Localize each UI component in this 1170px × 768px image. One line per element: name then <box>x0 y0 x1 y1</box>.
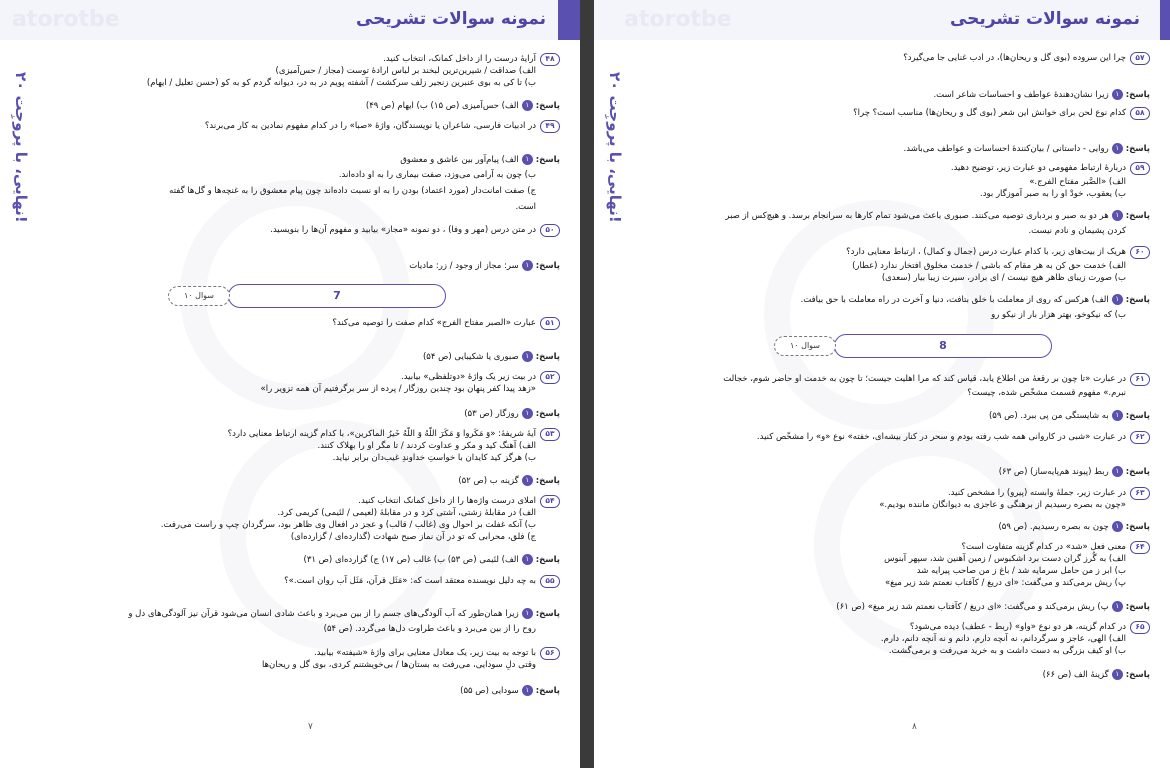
right-page <box>594 0 1170 768</box>
answer-text: هر دو به صبر و بردباری توصیه می‌کنند. صبوری باعث می‌شود تمام کارها به سرانجام برسد. و هیچ‌کس از صبر <box>725 211 1109 221</box>
answer-marker-icon: ۱ <box>522 260 533 271</box>
answer-text: الف) حس‌آمیزی (ص ۱۵) ب) ایهام (ص ۴۹) <box>365 101 519 111</box>
answer-marker-icon: ۱ <box>522 408 533 419</box>
body-line: ب) که نیکوخو، بهتر هزار بار از نیکو رو <box>991 310 1126 320</box>
answer-line <box>458 475 560 487</box>
answer-line <box>366 100 560 112</box>
answer-label: پاسخ: <box>535 686 560 696</box>
answer-marker-icon: ۱ <box>1112 410 1123 421</box>
question-text: دربارهٔ ارتباط مفهومی دو عبارت زیر، توضیح دهید. <box>950 163 1126 173</box>
answer-text: الف) لئیمی (ص ۵۳) ب) غالب (ص ۱۷) ج) گزارده‌ای (ص ۳۱) <box>303 555 519 565</box>
question-number: ۵۰ <box>540 224 560 237</box>
question-count-badge: ۱۰ سوال <box>774 336 836 356</box>
answer-text: گزینه ب (ص ۵۲) <box>458 476 519 486</box>
body-line: ب) چون به آرامی می‌وزد، صفت بیماری را به او داده‌اند. <box>338 170 536 180</box>
answer-line <box>464 408 560 420</box>
answer-text: زیرا همان‌طور که آب آلودگی‌های جسم را از بین می‌برد و باعث شادی انسان می‌شود قرآن نیز آلودگی‌های دل و <box>128 609 519 619</box>
question-number: ۵۸ <box>1130 107 1150 120</box>
page-header <box>0 0 580 40</box>
answer-line <box>933 89 1150 101</box>
body-line: کردن پشیمان و نادم نیست. <box>1028 226 1126 236</box>
question-number: ۵۳ <box>540 428 560 441</box>
answer-label: پاسخ: <box>535 261 560 271</box>
body-line: ج) صفت امانت‌دار (مورد اعتماد) بودن را به او نسبت داده‌اند چون پیام معشوق را به غنچه‌ها و گل‌ها گفته <box>169 186 536 196</box>
answer-marker-icon: ۱ <box>522 554 533 565</box>
side-tagline: ۲۰ نهایی، با پروجِت! <box>12 72 30 223</box>
answer-label: پاسخ: <box>1125 411 1150 421</box>
question-text: در عبارت «تا چون بر رقعهٔ من اطلاع یابد، قیاس کند که مرا اهلیت جیست؛ تا چون به خدمت او حاضر شوم، خجالت <box>723 374 1126 384</box>
body-line: الف) الهی، عاجز و سرگردانم، نه آنچه دارم، دانم و نه آنچه دانم، دارم. <box>880 634 1126 644</box>
answer-marker-icon: ۱ <box>522 608 533 619</box>
brand-watermark: atorotbe <box>624 7 732 32</box>
body-line: الف) در مقابلهٔ زشتی، آشتی کرد و در مقابلهٔ (لعیمی / لئیمی) کریمی کرد. <box>277 508 536 518</box>
answer-label: پاسخ: <box>535 609 560 619</box>
question-text: آیهٔ شریفهٔ: «وَ مَکَروا وَ مَکَرَ اللّهُ وَ اللّهُ خَیرُ الماکرین»، با کدام گزینه ارتباط معنایی دارد؟ <box>227 429 536 439</box>
answer-line <box>836 601 1150 613</box>
answer-line <box>409 260 560 272</box>
answer-text: روایی - داستانی / بیان‌کنندهٔ احساسات و عواطف می‌باشد. <box>903 144 1109 154</box>
question-number: ۵۴ <box>540 495 560 508</box>
answer-label: پاسخ: <box>535 101 560 111</box>
answer-line <box>989 410 1150 422</box>
answer-marker-icon: ۱ <box>1112 521 1123 532</box>
watermark-logo <box>764 200 994 430</box>
answer-marker-icon: ۱ <box>1112 294 1123 305</box>
question-number: ۶۰ <box>1130 246 1150 259</box>
question-text: معنی فعل «شد» در کدام گزینه متفاوت است؟ <box>961 542 1126 552</box>
answer-line <box>128 608 560 620</box>
answer-marker-icon: ۱ <box>522 475 533 486</box>
answer-marker-icon: ۱ <box>522 100 533 111</box>
answer-label: پاسخ: <box>1125 467 1150 477</box>
answer-line <box>460 685 560 697</box>
answer-label: پاسخ: <box>535 476 560 486</box>
header-title: نمونه سوالات تشریحی <box>355 9 546 29</box>
question-text: در ادبیات فارسی، شاعران یا نویسندگان، واژهٔ «صبا» را در کدام مفهوم نمادین به کار می‌برند؟ <box>204 121 536 131</box>
question-number: ۶۴ <box>1130 541 1150 554</box>
body-line: ب) آنکه غفلت بر احوال وی (غالب / قالب) و عجز در افعال وی ظاهر بود، سرگردان چپ و راست می‌رفت. <box>160 520 536 530</box>
answer-line <box>999 466 1150 478</box>
answer-line <box>303 554 560 566</box>
answer-text: سر: مجاز از وجود / زر: مادیات <box>409 261 519 271</box>
question-number: ۵۱ <box>540 317 560 330</box>
answer-text: پ) ریش برمی‌کند و می‌گفت: «ای دریغ / کآفتاب نعمتم شد زیر میغ» (ص ۶۱) <box>836 602 1109 612</box>
header-accent <box>1160 0 1170 40</box>
body-line: الف) خدمت حق کن به هر مقام که باشی / خدمت مخلوق افتخار ندارد (عطار) <box>852 261 1126 271</box>
header-title: نمونه سوالات تشریحی <box>949 9 1140 29</box>
section-divider <box>0 284 580 308</box>
body-line: ب) صورت زیبای ظاهر هیچ نیست / ای برادر، سیرت زیبا بیار (سعدی) <box>881 273 1126 283</box>
answer-marker-icon: ۱ <box>1112 601 1123 612</box>
question-number: ۶۳ <box>1130 487 1150 500</box>
page-number: ۸ <box>912 722 917 732</box>
question-text: در عبارت زیر، جملهٔ وابسته (پیرو) را مشخص کنید. <box>947 488 1126 498</box>
question-number: ۵۶ <box>540 647 560 660</box>
body-line: الف) «الصَّبر مفتاح الفرج.» <box>1029 177 1126 187</box>
body-line: ب) یعقوب، خودْ او را به صبر آموزگار بود. <box>980 189 1126 199</box>
answer-text: سودایی (ص ۵۵) <box>460 686 519 696</box>
body-line: ب) ابر ز من حامل سرمایه شد / باغ ز من صاحب پیرایه شد <box>916 566 1126 576</box>
answer-line <box>998 521 1150 533</box>
section-number: 7 <box>333 289 341 302</box>
answer-line <box>1043 669 1150 681</box>
question-number: ۶۵ <box>1130 621 1150 634</box>
answer-label: پاسخ: <box>535 352 560 362</box>
answer-text: به شایستگی من پی ببرد. (ص ۵۹) <box>988 411 1109 421</box>
section-number-bar <box>228 284 446 308</box>
question-number: ۶۱ <box>1130 373 1150 386</box>
header-accent <box>558 0 580 40</box>
answer-line <box>400 154 560 166</box>
answer-marker-icon: ۱ <box>522 154 533 165</box>
answer-label: پاسخ: <box>1125 522 1150 532</box>
question-text: در متن درس (مهر و وفا) ، دو نمونه «مجاز» بیابید و مفهوم آن‌ها را بنویسید. <box>270 225 536 235</box>
question-text: کدام نوع لحن برای خوانش این شعر (بوی گل و ریحان‌ها) مناسب است؟ چرا؟ <box>853 108 1126 118</box>
body-line: «چون به بصره رسیدیم از برهنگی و عاجزی به دیوانگان ماننده بودیم.» <box>879 500 1126 510</box>
question-text: در عبارت «شبی در کاروانی همه شب رفته بودم و سحر در کنار بیشه‌ای، خفته» نوع «و» را مشخّص کنید. <box>756 432 1126 442</box>
answer-text: روزگار (ص ۵۳) <box>464 409 519 419</box>
answer-marker-icon: ۱ <box>522 351 533 362</box>
section-divider <box>594 334 1170 358</box>
question-text: هریک از بیت‌های زیر، با کدام عبارت درس (جمال و کمال) ، ارتباط معنایی دارد؟ <box>846 247 1126 257</box>
answer-text: ربط (پیوند هم‌پایه‌ساز) (ص ۶۳) <box>998 467 1109 477</box>
answer-text: گزینهٔ الف (ص ۶۶) <box>1042 670 1109 680</box>
question-text: آرایهٔ درست را از داخل کمانک، انتخاب کنید. <box>383 54 536 64</box>
answer-label: پاسخ: <box>1125 295 1150 305</box>
answer-text: زیرا نشان‌دهندهٔ عواطف و احساسات شاعر است. <box>933 90 1109 100</box>
answer-text: چون به بصره رسیدیم. (ص ۵۹) <box>998 522 1109 532</box>
answer-text: صبوری یا شکیبایی (ص ۵۴) <box>422 352 519 362</box>
answer-marker-icon: ۱ <box>1112 210 1123 221</box>
section-number: 8 <box>939 339 947 352</box>
answer-label: پاسخ: <box>535 155 560 165</box>
body-line: الف) آهنگ کید و مکر و عداوت کردند / تا مگر او را بهلاک کنند. <box>317 441 536 451</box>
question-number: ۵۵ <box>540 575 560 588</box>
answer-label: پاسخ: <box>535 409 560 419</box>
answer-marker-icon: ۱ <box>1112 89 1123 100</box>
page-number: ۷ <box>308 722 313 732</box>
question-text: عبارت «الصبر مفتاح الفرج» کدام صفت را توصیه می‌کند؟ <box>332 318 536 328</box>
body-line: وقتی دلِ سودایی، می‌رفت به بستان‌ها / بی‌خویشتنم کردی، بوی گل و ریحان‌ها <box>261 660 536 670</box>
body-line: الف) صداقت / شیرین‌ترین لبخند بر لباس ارادهٔ توست (مجاز / حس‌آمیزی) <box>275 66 536 76</box>
question-text: در کدام گزینه، هر دو نوع «واو» (ربط - عطف) دیده می‌شود؟ <box>909 622 1126 632</box>
answer-text: الف) هرکس که روی از معاملت با خلق بتافت، دنیا و آخرت در راه معاملت با حق بیافت. <box>800 295 1109 305</box>
question-text: با توجه به بیت زیر، یک معادل معنایی برای واژهٔ «شیفته» بیابید. <box>313 648 536 658</box>
answer-label: پاسخ: <box>1125 670 1150 680</box>
side-tagline: ۲۰ نهایی، با پروجِت! <box>606 72 624 223</box>
answer-label: پاسخ: <box>1125 602 1150 612</box>
section-number-bar <box>834 334 1052 358</box>
answer-line <box>904 143 1150 155</box>
page-header <box>594 0 1170 40</box>
body-line: «زهد پیدا کفر پنهان بود چندین روزگار / پرده از سر برگرفتیم آن همه تزویر را» <box>260 384 536 394</box>
answer-line <box>423 351 560 363</box>
answer-label: پاسخ: <box>535 555 560 565</box>
question-text: به چه دلیل نویسنده معتقد است که: «مَثَل قرآن، مَثَل آب روان است.»؟ <box>284 576 536 586</box>
body-line: ب) تا کی به بوی عنبرین زنجیر زلف سرکشت / آشفته پویم در به در، دیوانه گردم کو به کو (حسن تعلیل / ایهام) <box>146 78 536 88</box>
body-line: ب) هرگز کید کایدان با خواستِ خداوندِ غیب‌دان برابر نیاید. <box>332 453 536 463</box>
body-line: الف) به گُرز گران دست برد اشکبوس / زمین آهنین شد، سپهر آبنوس <box>884 554 1126 564</box>
answer-marker-icon: ۱ <box>1112 466 1123 477</box>
question-count-badge: ۱۰ سوال <box>168 286 230 306</box>
answer-marker-icon: ۱ <box>522 685 533 696</box>
question-number: ۴۸ <box>540 53 560 66</box>
answer-label: پاسخ: <box>1125 144 1150 154</box>
answer-marker-icon: ۱ <box>1112 143 1123 154</box>
brand-watermark: atorotbe <box>12 7 120 32</box>
answer-label: پاسخ: <box>1125 90 1150 100</box>
question-number: ۵۹ <box>1130 162 1150 175</box>
question-text: در بیت زیر یک واژهٔ «دوتلفظی» بیابید. <box>401 372 536 382</box>
answer-line <box>725 210 1150 222</box>
answer-label: پاسخ: <box>1125 211 1150 221</box>
question-text: املای درست واژه‌ها را از داخل کمانک انتخاب کنید. <box>358 496 536 506</box>
body-line: ج) فلق، محرابی که تو در آن نماز صبح شهادت (گذارده‌ای / گزارده‌ای) <box>290 532 536 542</box>
question-number: ۵۲ <box>540 371 560 384</box>
answer-text: الف) پیام‌آور بین عاشق و معشوق <box>400 155 519 165</box>
question-text: چرا این سروده (بوی گل و ریحان‌ها)، در ادب غنایی جا می‌گیرد؟ <box>903 53 1126 63</box>
body-line: روح را از بین می‌برد و باعث طراوت دل‌ها می‌گردد. (ص ۵۴) <box>323 624 536 634</box>
body-line: است. <box>515 202 536 212</box>
body-line: ب) او کیف بزرگی به دست داشت و به خرید می‌رفت و برمی‌گشت. <box>888 646 1126 656</box>
answer-line <box>801 294 1150 306</box>
question-number: ۵۷ <box>1130 52 1150 65</box>
body-line: پ) ریش برمی‌کند و می‌گفت: «ای دریغ / کآفتاب نعمتم شد زیر میغ» <box>884 578 1126 588</box>
left-page <box>0 0 580 768</box>
answer-marker-icon: ۱ <box>1112 669 1123 680</box>
question-number: ۶۲ <box>1130 431 1150 444</box>
question-number: ۴۹ <box>540 120 560 133</box>
body-line: نبرم.» مفهوم قسمت مشخّص شده، چیست؟ <box>967 388 1126 398</box>
